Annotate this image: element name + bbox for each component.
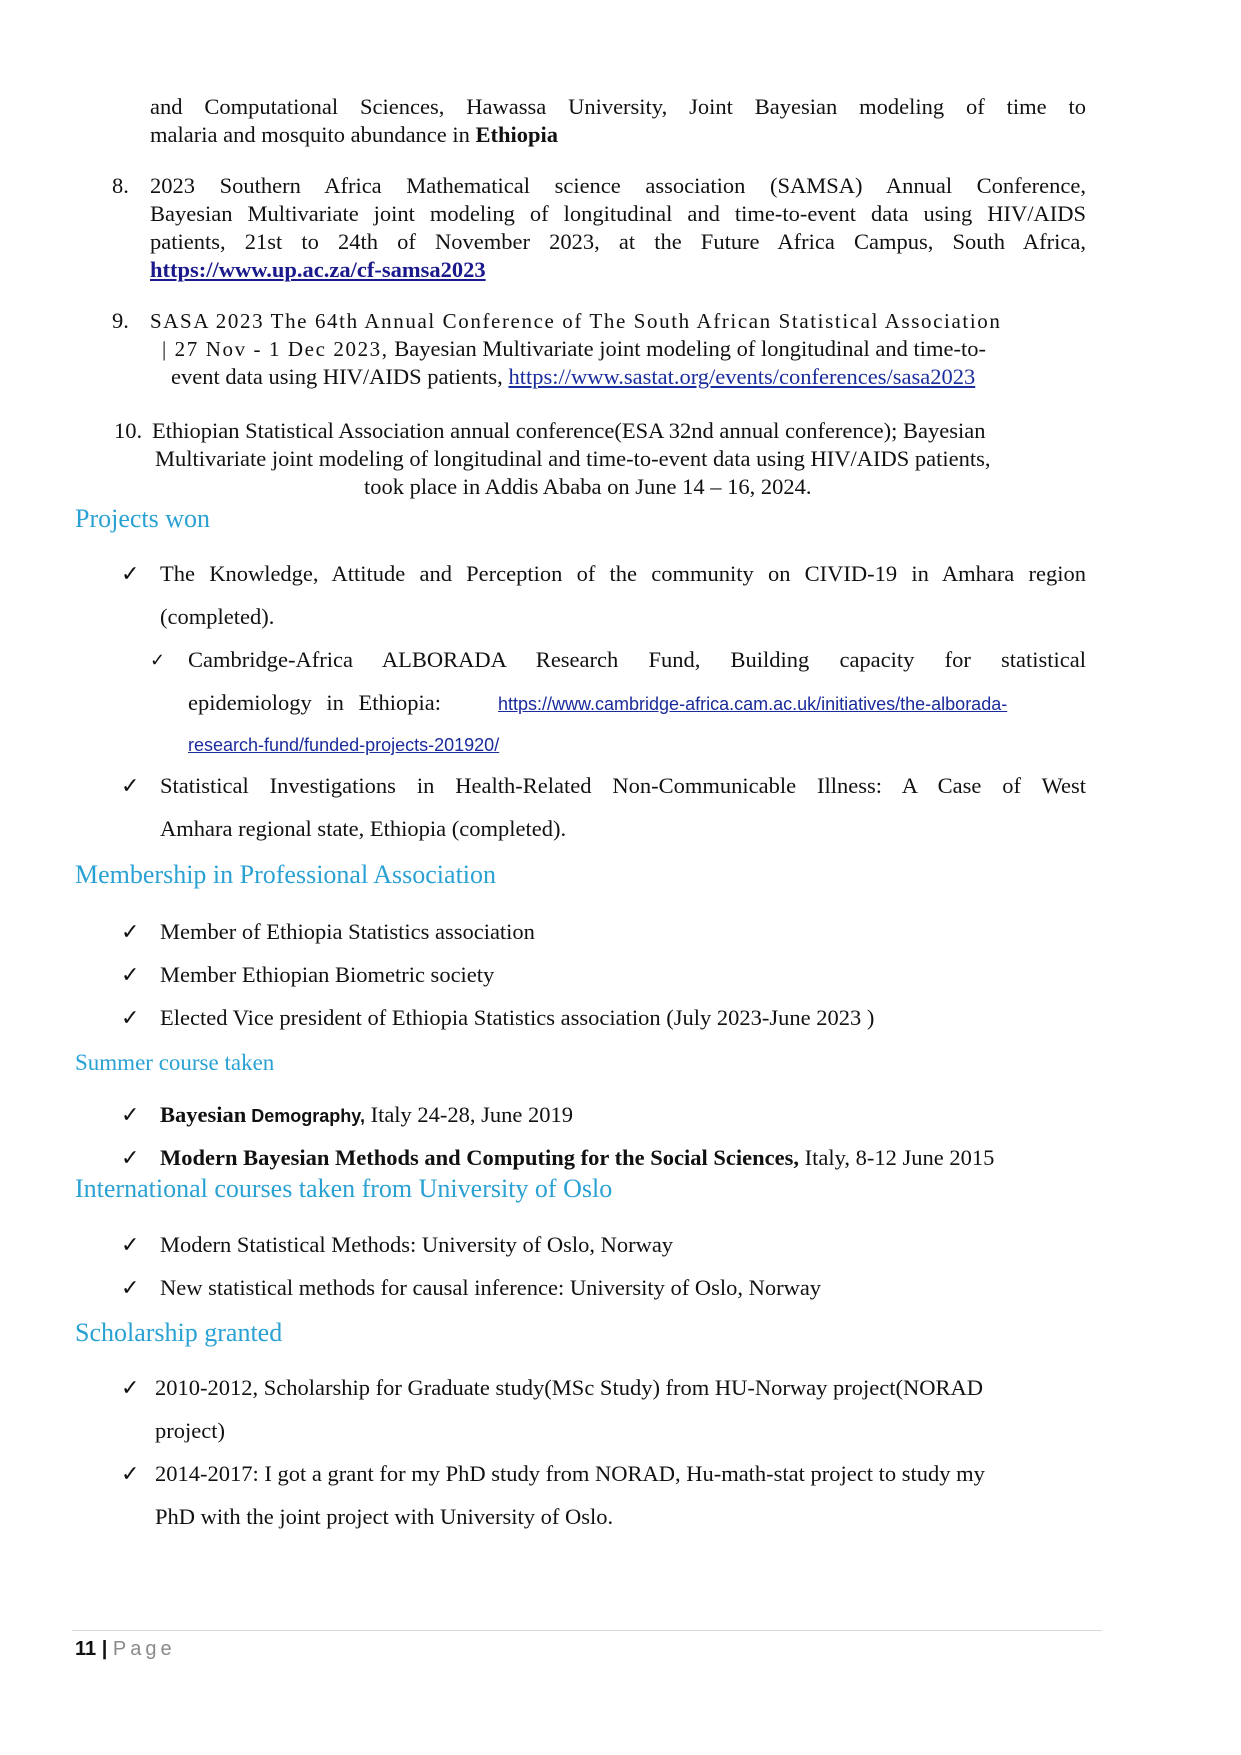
- alborada-link-wrap: [498, 692, 1007, 718]
- entry7-line1: and Computational Sciences, Hawassa University, Joint Bayesian modeling of time to: [150, 94, 1086, 119]
- alborada-link-part1[interactable]: https://www.cambridge-africa.cam.ac.uk/initiatives/the-alborada-: [498, 694, 1008, 714]
- summer-item-2-rest: Italy, 8-12 June 2015: [798, 1145, 995, 1170]
- check-icon: ✓: [121, 1102, 140, 1127]
- entry7-country: Ethiopia: [475, 122, 559, 147]
- entry8-line1: 2023 Southern Africa Mathematical science association (SAMSA) Annual Conference,: [150, 173, 1086, 198]
- summer-item-1-bold-2: Demography,: [246, 1106, 365, 1126]
- international-item-2: New statistical methods for causal inference: University of Oslo, Norway: [160, 1275, 822, 1300]
- page-number: 11: [75, 1638, 97, 1660]
- project-2-line2: [188, 689, 441, 717]
- sasa-link[interactable]: https://www.sastat.org/events/conferences/sasa2023: [508, 364, 976, 389]
- summer-item-2-bold: Modern Bayesian Methods and Computing for the Social Sciences,: [160, 1145, 799, 1170]
- entry9-line3-text: event data using HIV/AIDS patients,: [171, 364, 509, 389]
- international-heading: International courses taken from University of Oslo: [75, 1174, 613, 1203]
- entry7-line2: [150, 121, 558, 149]
- check-icon: ✓: [121, 773, 140, 798]
- alborada-link-part2[interactable]: research-fund/funded-projects-201920/: [188, 735, 500, 755]
- project-1-line2: (completed).: [160, 604, 275, 629]
- summer-item-1-bold: Bayesian: [160, 1102, 247, 1127]
- entry10-line3: took place in Addis Ababa on June 14 – 16, 2024.: [364, 474, 812, 499]
- membership-item-3: Elected Vice president of Ethiopia Statistics association (July 2023-June 2023 ): [160, 1005, 875, 1030]
- project-2-line2-text: epidemiology in Ethiopia:: [188, 690, 441, 715]
- entry8-line3: patients, 21st to 24th of November 2023, at the Future Africa Campus, South Africa,: [150, 229, 1086, 254]
- entry9-line2-text: Bayesian Multivariate joint modeling of longitudinal and time-to-: [388, 336, 987, 361]
- footer-divider: [72, 1630, 1102, 1631]
- footer-separator: |: [96, 1638, 113, 1660]
- check-icon: ✓: [150, 650, 166, 670]
- entry8-line2: Bayesian Multivariate joint modeling of longitudinal and time-to-event data using HIV/AIDS: [150, 201, 1086, 226]
- summer-item-1: [160, 1101, 573, 1130]
- page-footer: [75, 1636, 176, 1662]
- check-icon: ✓: [121, 1005, 140, 1030]
- check-icon: ✓: [121, 1145, 140, 1170]
- scholarship-1-line2: project): [155, 1418, 225, 1443]
- check-icon: ✓: [121, 1375, 140, 1400]
- summer-item-2: [160, 1144, 994, 1172]
- membership-heading: Membership in Professional Association: [75, 860, 497, 889]
- summer-item-1-rest: Italy 24-28, June 2019: [364, 1102, 574, 1127]
- summer-heading: Summer course taken: [75, 1050, 275, 1075]
- check-icon: ✓: [121, 1275, 140, 1300]
- entry8-number: 8.: [112, 173, 129, 198]
- scholarship-heading: Scholarship granted: [75, 1318, 283, 1347]
- check-icon: ✓: [121, 962, 140, 987]
- entry7-line2-text: malaria and mosquito abundance in: [150, 122, 476, 147]
- scholarship-2-line2: PhD with the joint project with University of Oslo.: [155, 1504, 614, 1529]
- scholarship-2-line1: 2014-2017: I got a grant for my PhD study from NORAD, Hu-math-stat project to study my: [155, 1461, 985, 1486]
- check-icon: ✓: [121, 919, 140, 944]
- entry8-link-wrap: [150, 256, 486, 284]
- entry10-number: 10.: [114, 418, 143, 443]
- project-2-line1: Cambridge-Africa ALBORADA Research Fund, Building capacity for statistical: [188, 647, 1086, 672]
- project-1-line1: The Knowledge, Attitude and Perception of the community on CIVID-19 in Amhara region: [160, 561, 1086, 586]
- entry9-number: 9.: [112, 308, 129, 333]
- alborada-link-wrap-2: [188, 733, 499, 759]
- entry9-line2: [162, 335, 986, 363]
- membership-item-2: Member Ethiopian Biometric society: [160, 962, 495, 987]
- project-3-line1: Statistical Investigations in Health-Related Non-Communicable Illness: A Case of West: [160, 773, 1086, 798]
- entry9-line3: [171, 363, 975, 391]
- check-icon: ✓: [121, 561, 140, 586]
- page-label: Page: [112, 1638, 176, 1660]
- scholarship-1-line1: 2010-2012, Scholarship for Graduate study(MSc Study) from HU-Norway project(NORAD: [155, 1375, 983, 1400]
- entry9-line1: SASA 2023 The 64th Annual Conference of The South African Statistical Association: [150, 309, 1002, 333]
- international-item-1: Modern Statistical Methods: University of Oslo, Norway: [160, 1232, 674, 1257]
- samsa-link[interactable]: https://www.up.ac.za/cf-samsa2023: [150, 257, 486, 282]
- entry9-dates: | 27 Nov - 1 Dec 2023,: [162, 337, 389, 361]
- check-icon: ✓: [121, 1232, 140, 1257]
- check-icon: ✓: [121, 1461, 140, 1486]
- entry10-line2: Multivariate joint modeling of longitudinal and time-to-event data using HIV/AIDS patients,: [155, 446, 991, 471]
- membership-item-1: Member of Ethiopia Statistics association: [160, 919, 535, 944]
- projects-heading: Projects won: [75, 504, 211, 533]
- entry10-line1: Ethiopian Statistical Association annual conference(ESA 32nd annual conference); Bayesian: [152, 418, 986, 443]
- project-3-line2: Amhara regional state, Ethiopia (completed).: [160, 816, 567, 841]
